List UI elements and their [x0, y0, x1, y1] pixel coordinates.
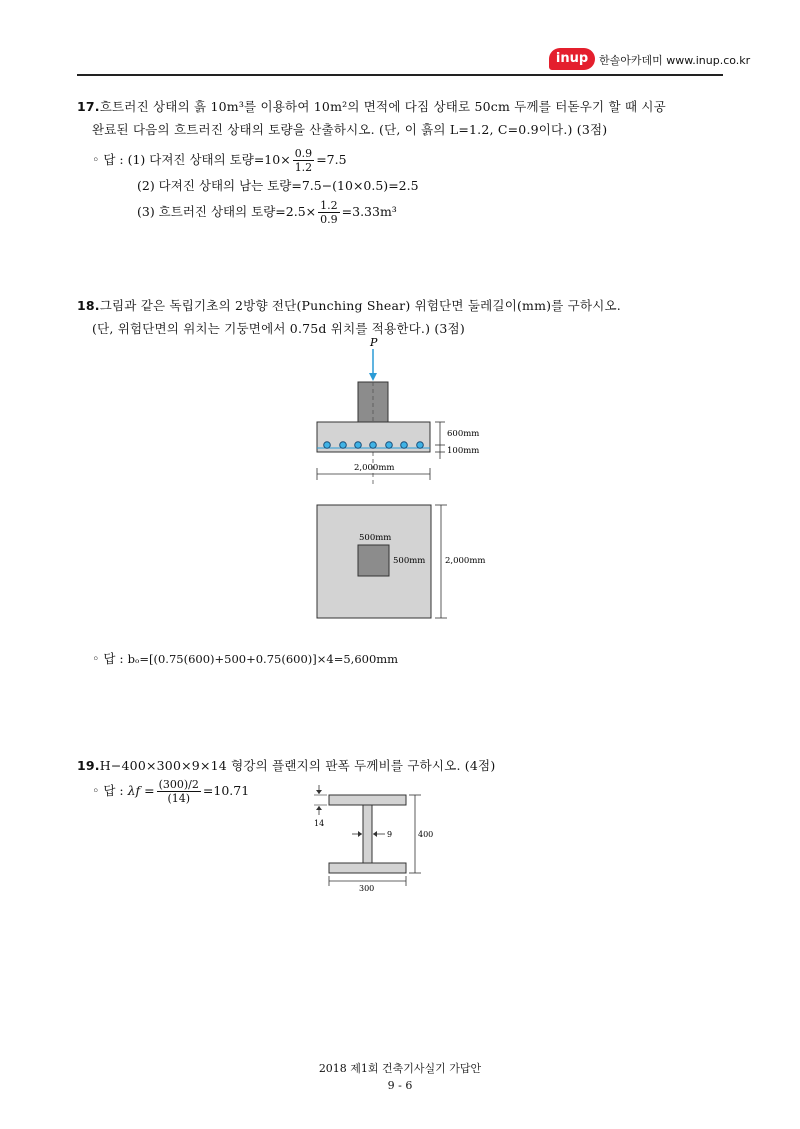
q19-answer-label: ◦ 답 :	[92, 783, 124, 798]
depth-600-label: 600mm	[447, 429, 480, 439]
inup-logo: inup	[549, 48, 595, 70]
header-rule	[77, 74, 723, 76]
q18-line1	[77, 296, 621, 314]
flange-thickness-label: 14	[314, 819, 325, 828]
q17-a3-fraction	[318, 199, 340, 226]
q18-answer-text: bₒ=[(0.75(600)+500+0.75(600)]×4=5,600mm	[127, 652, 399, 666]
q17-text1: 흐트러진 상태의 흙 10m³를 이용하여 10m²의 면적에 다짐 상태로 50cm 두께를 터돋우기 할 때 시공	[99, 99, 666, 114]
rebar	[355, 442, 362, 449]
rebar	[417, 442, 424, 449]
q17-a1-suffix: =7.5	[316, 152, 347, 167]
q18-answer-label: ◦ 답 :	[92, 651, 124, 666]
q17-a3-prefix: (3) 흐트러진 상태의 토량=2.5×	[137, 204, 317, 219]
footer-title: 2018 제1회 건축기사실기 가답안	[318, 1062, 482, 1075]
rebar	[324, 442, 331, 449]
q18-line2: (단, 위험단면의 위치는 기둥면에서 0.75d 위치를 적용한다.) (3점)	[92, 321, 465, 336]
q18-number: 18.	[77, 298, 100, 313]
q17-a3-num: 1.2	[320, 199, 338, 212]
rebar	[401, 442, 408, 449]
q17-a1-num: 0.9	[294, 147, 313, 160]
column	[358, 382, 388, 422]
width-label: 300	[359, 884, 375, 893]
q19-line1	[77, 756, 495, 774]
column-width-label: 500mm	[359, 533, 392, 543]
rebar	[370, 442, 377, 449]
height-label: 400	[418, 830, 434, 839]
q17-line1	[77, 97, 666, 115]
width-label: 2,000mm	[354, 463, 395, 473]
brand-text: 한솔아카데미 www.inup.co.kr	[599, 54, 751, 67]
q18-text1: 그림과 같은 독립기초의 2방향 전단(Punching Shear) 위험단면 둘레길이(mm)를 구하시오.	[99, 298, 621, 313]
q17-a3-den: 0.9	[320, 213, 338, 226]
q18-answer	[92, 649, 398, 667]
q17-a1-fraction	[293, 147, 315, 174]
q19-answer-fraction	[157, 778, 201, 805]
column-plan	[358, 545, 389, 576]
q19-answer-suffix: =10.71	[202, 783, 250, 798]
q17-answer-3	[137, 199, 397, 226]
rebar	[386, 442, 393, 449]
rebar	[340, 442, 347, 449]
q19-answer	[92, 778, 249, 805]
q17-answer-1	[92, 147, 347, 174]
q19-text1: H−400×300×9×14 형강의 플랜지의 판폭 두께비를 구하시오. (4점)	[99, 758, 496, 773]
load-arrowhead	[369, 373, 377, 381]
depth-100-label: 100mm	[447, 446, 480, 456]
q19-answer-den: (14)	[167, 792, 191, 805]
q19-answer-prefix: λf =	[127, 783, 155, 798]
footing-plan-diagram	[310, 500, 500, 625]
q17-a1-den: 1.2	[294, 161, 313, 174]
column-height-label: 500mm	[393, 556, 426, 566]
q19-number: 19.	[77, 758, 100, 773]
q17-line2: 완료된 다음의 흐트러진 상태의 토량을 산출하시오. (단, 이 흙의 L=1.2, C=0.9이다.) (3점)	[92, 122, 608, 137]
load-label: P	[370, 336, 378, 349]
q17-number: 17.	[77, 99, 100, 114]
q17-a1-prefix: (1) 다져진 상태의 토량=10×	[127, 152, 291, 167]
plan-size-label: 2,000mm	[445, 556, 486, 566]
q17-answer-label: ◦ 답 :	[92, 152, 124, 167]
top-flange	[329, 795, 406, 805]
q19-answer-num: (300)/2	[158, 778, 199, 791]
q17-answer-2: (2) 다져진 상태의 남는 토량=7.5−(10×0.5)=2.5	[137, 178, 419, 193]
web-thickness-label: 9	[387, 830, 393, 839]
page-number: 9 - 6	[387, 1079, 413, 1092]
footing-section-diagram	[300, 335, 520, 490]
web	[363, 805, 372, 863]
h-beam-diagram	[305, 780, 455, 895]
bottom-flange	[329, 863, 406, 873]
q17-a3-suffix: =3.33m³	[341, 204, 397, 219]
